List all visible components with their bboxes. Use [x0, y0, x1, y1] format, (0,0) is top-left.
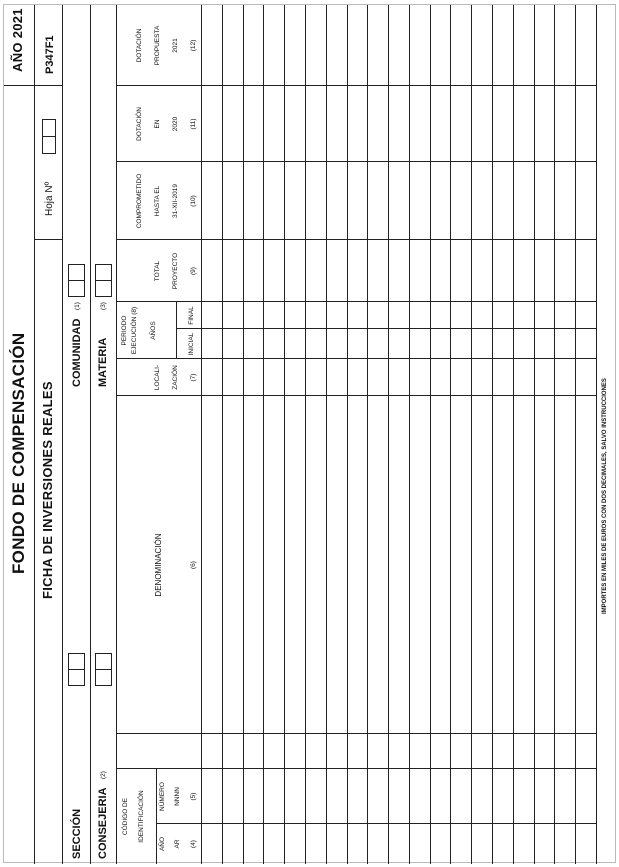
col-div-denominacion	[116, 733, 596, 734]
materia-box-2[interactable]	[95, 264, 112, 281]
col-div-localizacion	[116, 395, 596, 396]
comunidad-label: COMUNIDAD	[71, 318, 83, 387]
materia-label: MATERIA	[97, 337, 109, 387]
ar-label: AR	[174, 839, 181, 849]
seccion-box-1[interactable]	[68, 669, 85, 686]
materia-ref: (3)	[100, 302, 107, 310]
subtitle-divider	[62, 5, 63, 864]
title-divider	[34, 5, 35, 864]
codigo-underline	[156, 769, 157, 864]
table-row-line	[534, 5, 535, 864]
page-box-1[interactable]	[42, 136, 56, 154]
consejeria-box-2[interactable]	[95, 653, 112, 670]
seccion-divider	[90, 5, 91, 864]
table-row-line	[243, 5, 244, 864]
ref-4: (4)	[190, 840, 197, 848]
col-div-inicial-final	[176, 328, 596, 329]
table-row-line	[222, 5, 223, 864]
col-div-comprometido	[116, 239, 596, 240]
consejeria-divider	[116, 5, 117, 864]
footer-note: IMPORTES EN MILES DE EUROS CON DOS DECIMALES, SALVO INSTRUCCIONES	[602, 378, 608, 614]
table-row-line	[388, 5, 389, 864]
materia-box-1[interactable]	[95, 280, 112, 297]
ref-7: (7)	[190, 373, 197, 382]
comunidad-box-2[interactable]	[68, 264, 85, 281]
ref-6: (6)	[190, 561, 197, 569]
anos-label: AÑOS	[150, 321, 157, 340]
nnnn-label: NNNN	[174, 787, 181, 806]
final-label: FINAL	[188, 306, 195, 325]
ref-10: (10)	[190, 195, 197, 207]
propuesta-label-3: 2021	[172, 38, 179, 53]
form-page	[3, 4, 616, 863]
comunidad-ref: (1)	[74, 302, 81, 310]
comprometido-label-2: HASTA EL	[154, 185, 161, 217]
table-row-line	[347, 5, 348, 864]
codigo-label-2: IDENTIFICACIÓN	[138, 790, 145, 843]
hoja-divider	[35, 239, 62, 240]
rotated-form	[4, 5, 617, 864]
col-div-numero	[116, 768, 596, 769]
table-row-line	[263, 5, 264, 864]
comprometido-label-1: COMPROMETIDO	[136, 173, 143, 229]
table-row-line	[471, 5, 472, 864]
page-box-2[interactable]	[42, 119, 56, 137]
form-title: FONDO DE COMPENSACIÓN	[9, 332, 28, 574]
table-row-line	[326, 5, 327, 864]
comprometido-label-3: 31-XII-2019	[172, 184, 179, 218]
consejeria-box-1[interactable]	[95, 669, 112, 686]
total-label-1: TOTAL	[154, 260, 161, 282]
numero-label: NÚMERO	[159, 782, 166, 811]
consejeria-ref: (2)	[100, 771, 107, 779]
table-row-line	[430, 5, 431, 864]
table-row-line	[513, 5, 514, 864]
consejeria-label: CONSEJERIA	[97, 787, 109, 859]
table-row-line	[554, 5, 555, 864]
localizacion-label-1: LOCALI-	[154, 364, 161, 391]
dotacion-label-2: EN	[154, 119, 161, 129]
denominacion-label: DENOMINACIÓN	[154, 533, 163, 597]
table-row-line	[367, 5, 368, 864]
periodo-label-1: PERIODO	[121, 315, 128, 346]
col-div-propuesta	[116, 85, 596, 86]
col-div-dotacion	[116, 161, 596, 162]
form-subtitle: FICHA DE INVERSIONES REALES	[40, 381, 55, 599]
table-row-line	[450, 5, 451, 864]
propuesta-label-2: PROPUESTA	[154, 25, 161, 66]
inicial-label: INICIAL	[188, 332, 195, 356]
dotacion-label-1: DOTACIÓN	[136, 107, 143, 141]
periodo-label-2: EJECUCIÓN (8)	[131, 306, 138, 355]
total-label-2: PROYECTO	[172, 252, 179, 290]
dotacion-label-3: 2020	[172, 116, 179, 132]
codigo-label-1: CÓDIGO DE	[122, 797, 129, 836]
table-row-line	[305, 5, 306, 864]
anos-underline	[176, 302, 177, 359]
ano-label: AÑO	[159, 836, 166, 852]
year-label: AÑO 2021	[10, 8, 25, 72]
page-label: Hoja Nº	[44, 181, 55, 216]
ref-5: (5)	[190, 792, 197, 801]
localizacion-label-2: ZACIÓN	[172, 365, 179, 390]
ref-11: (11)	[190, 118, 197, 130]
seccion-label: SECCIÓN	[71, 808, 83, 859]
year-divider	[4, 85, 62, 86]
comunidad-box-1[interactable]	[68, 280, 85, 297]
table-row-line	[409, 5, 410, 864]
propuesta-label-1: DOTACIÓN	[136, 28, 143, 63]
ref-9: (9)	[190, 267, 197, 275]
ref-12: (12)	[190, 39, 197, 52]
table-row-line	[575, 5, 576, 864]
seccion-box-2[interactable]	[68, 653, 85, 670]
table-row-line	[492, 5, 493, 864]
header-bottom	[201, 5, 202, 864]
form-code: P347F1	[44, 35, 56, 74]
table-bottom	[596, 5, 597, 864]
table-row-line	[284, 5, 285, 864]
